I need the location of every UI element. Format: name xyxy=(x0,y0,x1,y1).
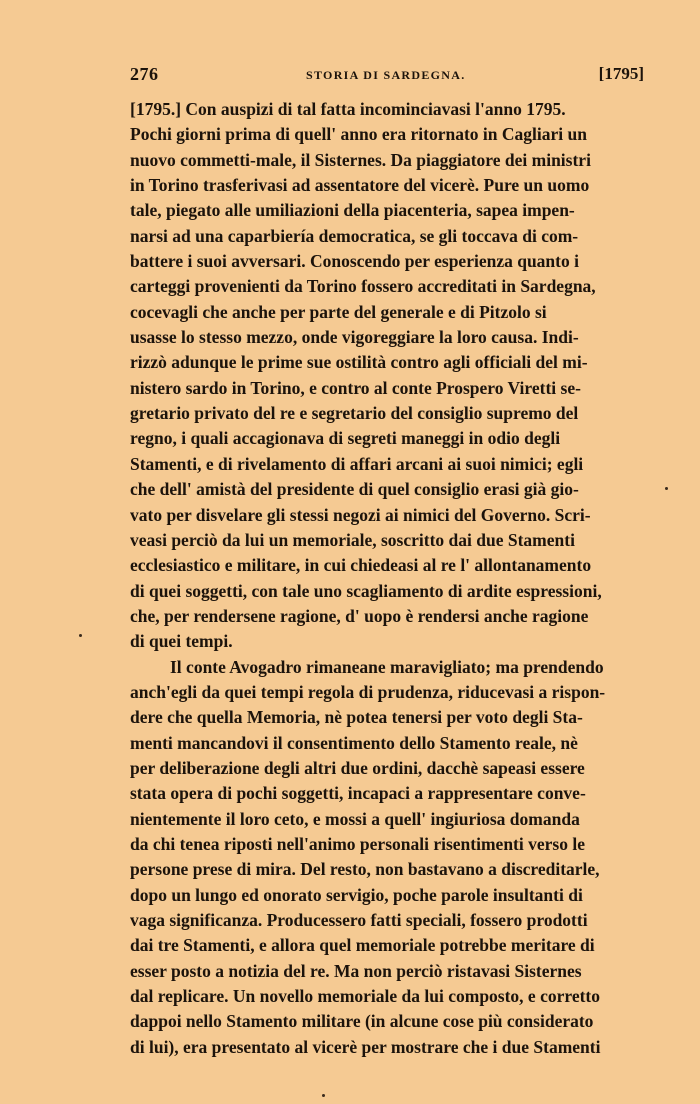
text-line: persone prese di mira. Del resto, non bastavano a discreditarle, xyxy=(130,859,600,880)
text-line: vato per disvelare gli stessi negozi ai nimici del Governo. Scri- xyxy=(130,504,591,525)
text-line: da chi tenea riposti nell'animo personali risentimenti verso le xyxy=(130,833,585,854)
paragraph-2 xyxy=(130,655,649,1061)
text-line: gretario privato del re e segretario del consiglio supremo del xyxy=(130,403,579,424)
page-number: 276 xyxy=(130,64,159,84)
text-line: Pochi giorni prima di quell' anno era ritornato in Cagliari un xyxy=(130,124,587,145)
text-line: che, per rendersene ragione, d' uopo è rendersi anche ragione xyxy=(130,605,589,626)
text-line: di quei soggetti, con tale uno scagliamento di ardite espressioni, xyxy=(130,580,602,601)
header-year: [1795] xyxy=(598,64,644,83)
text-line: carteggi provenienti da Torino fossero accreditati in Sardegna, xyxy=(130,276,596,297)
margin-dot xyxy=(665,487,668,490)
text-line: che dell' amistà del presidente di quel consiglio erasi già gio- xyxy=(130,479,579,500)
margin-dot xyxy=(79,634,82,637)
text-line: nientemente il loro ceto, e mossi a quell' ingiuriosa domanda xyxy=(130,808,580,829)
text-line: ecclesiastico e militare, in cui chiedeasi al re l' allontanamento xyxy=(130,555,592,576)
text-line: dai tre Stamenti, e allora quel memoriale potrebbe meritare di xyxy=(130,935,595,956)
faded-watermark xyxy=(500,1086,580,1104)
text-line: dappoi nello Stamento militare (in alcune cose più considerato xyxy=(130,1011,594,1032)
text-line: tale, piegato alle umiliazioni della piacenteria, sapea impen- xyxy=(130,200,575,221)
text-line: di lui), era presentato al vicerè per mostrare che i due Stamenti xyxy=(130,1036,601,1057)
paragraph-1 xyxy=(130,97,649,655)
text-line: Il conte Avogadro rimaneane maravigliato; ma prendendo xyxy=(170,656,604,677)
running-header xyxy=(130,64,644,86)
text-line: nistero sardo in Torino, e contro al conte Prospero Viretti se- xyxy=(130,377,581,398)
text-line: nuovo commetti-male, il Sisternes. Da piaggiatore dei ministri xyxy=(130,149,591,170)
text-line: usasse lo stesso mezzo, onde vigoreggiare la loro causa. Indi- xyxy=(130,327,579,348)
text-line: per deliberazione degli altri due ordini, dacchè sapeasi essere xyxy=(130,757,585,778)
running-title: STORIA DI SARDEGNA. xyxy=(306,68,466,82)
text-line: stata opera di pochi soggetti, incapaci a rappresentare conve- xyxy=(130,783,586,804)
text-line: regno, i quali accagionava di segreti maneggi in odio degli xyxy=(130,428,561,449)
text-line: menti mancandovi il consentimento dello Stamento reale, nè xyxy=(130,732,578,753)
text-line: rizzò adunque le prime sue ostilità contro agli officiali del mi- xyxy=(130,352,588,373)
text-line: cocevagli che anche per parte del generale e di Pitzolo si xyxy=(130,301,547,322)
text-line: battere i suoi avversari. Conoscendo per esperienza quanto i xyxy=(130,251,579,272)
text-line: dere che quella Memoria, nè potea tenersi per voto degli Sta- xyxy=(130,707,583,728)
text-line: [1795.] Con auspizi di tal fatta incominciavasi l'anno 1795. xyxy=(130,99,566,119)
text-line: di quei tempi. xyxy=(130,631,233,652)
text-line: anch'egli da quei tempi regola di prudenza, riducevasi a rispon- xyxy=(130,681,606,702)
body-text xyxy=(130,97,649,1060)
margin-dot xyxy=(322,1094,325,1097)
text-line: Stamenti, e di rivelamento di affari arcani ai suoi nimici; egli xyxy=(130,453,584,474)
text-line: veasi perciò da lui un memoriale, soscritto dai due Stamenti xyxy=(130,529,575,550)
text-line: dal replicare. Un novello memoriale da lui composto, e corretto xyxy=(130,986,600,1007)
text-line: esser posto a notizia del re. Ma non perciò ristavasi Sisternes xyxy=(130,960,582,981)
text-line: in Torino trasferivasi ad assentatore del vicerè. Pure un uomo xyxy=(130,175,590,196)
text-line: vaga significanza. Producessero fatti speciali, fossero prodotti xyxy=(130,910,588,930)
text-line: dopo un lungo ed onorato servigio, poche parole insultanti di xyxy=(130,884,583,905)
text-line: narsi ad una caparbiería democratica, se gli toccava di com- xyxy=(130,225,579,246)
